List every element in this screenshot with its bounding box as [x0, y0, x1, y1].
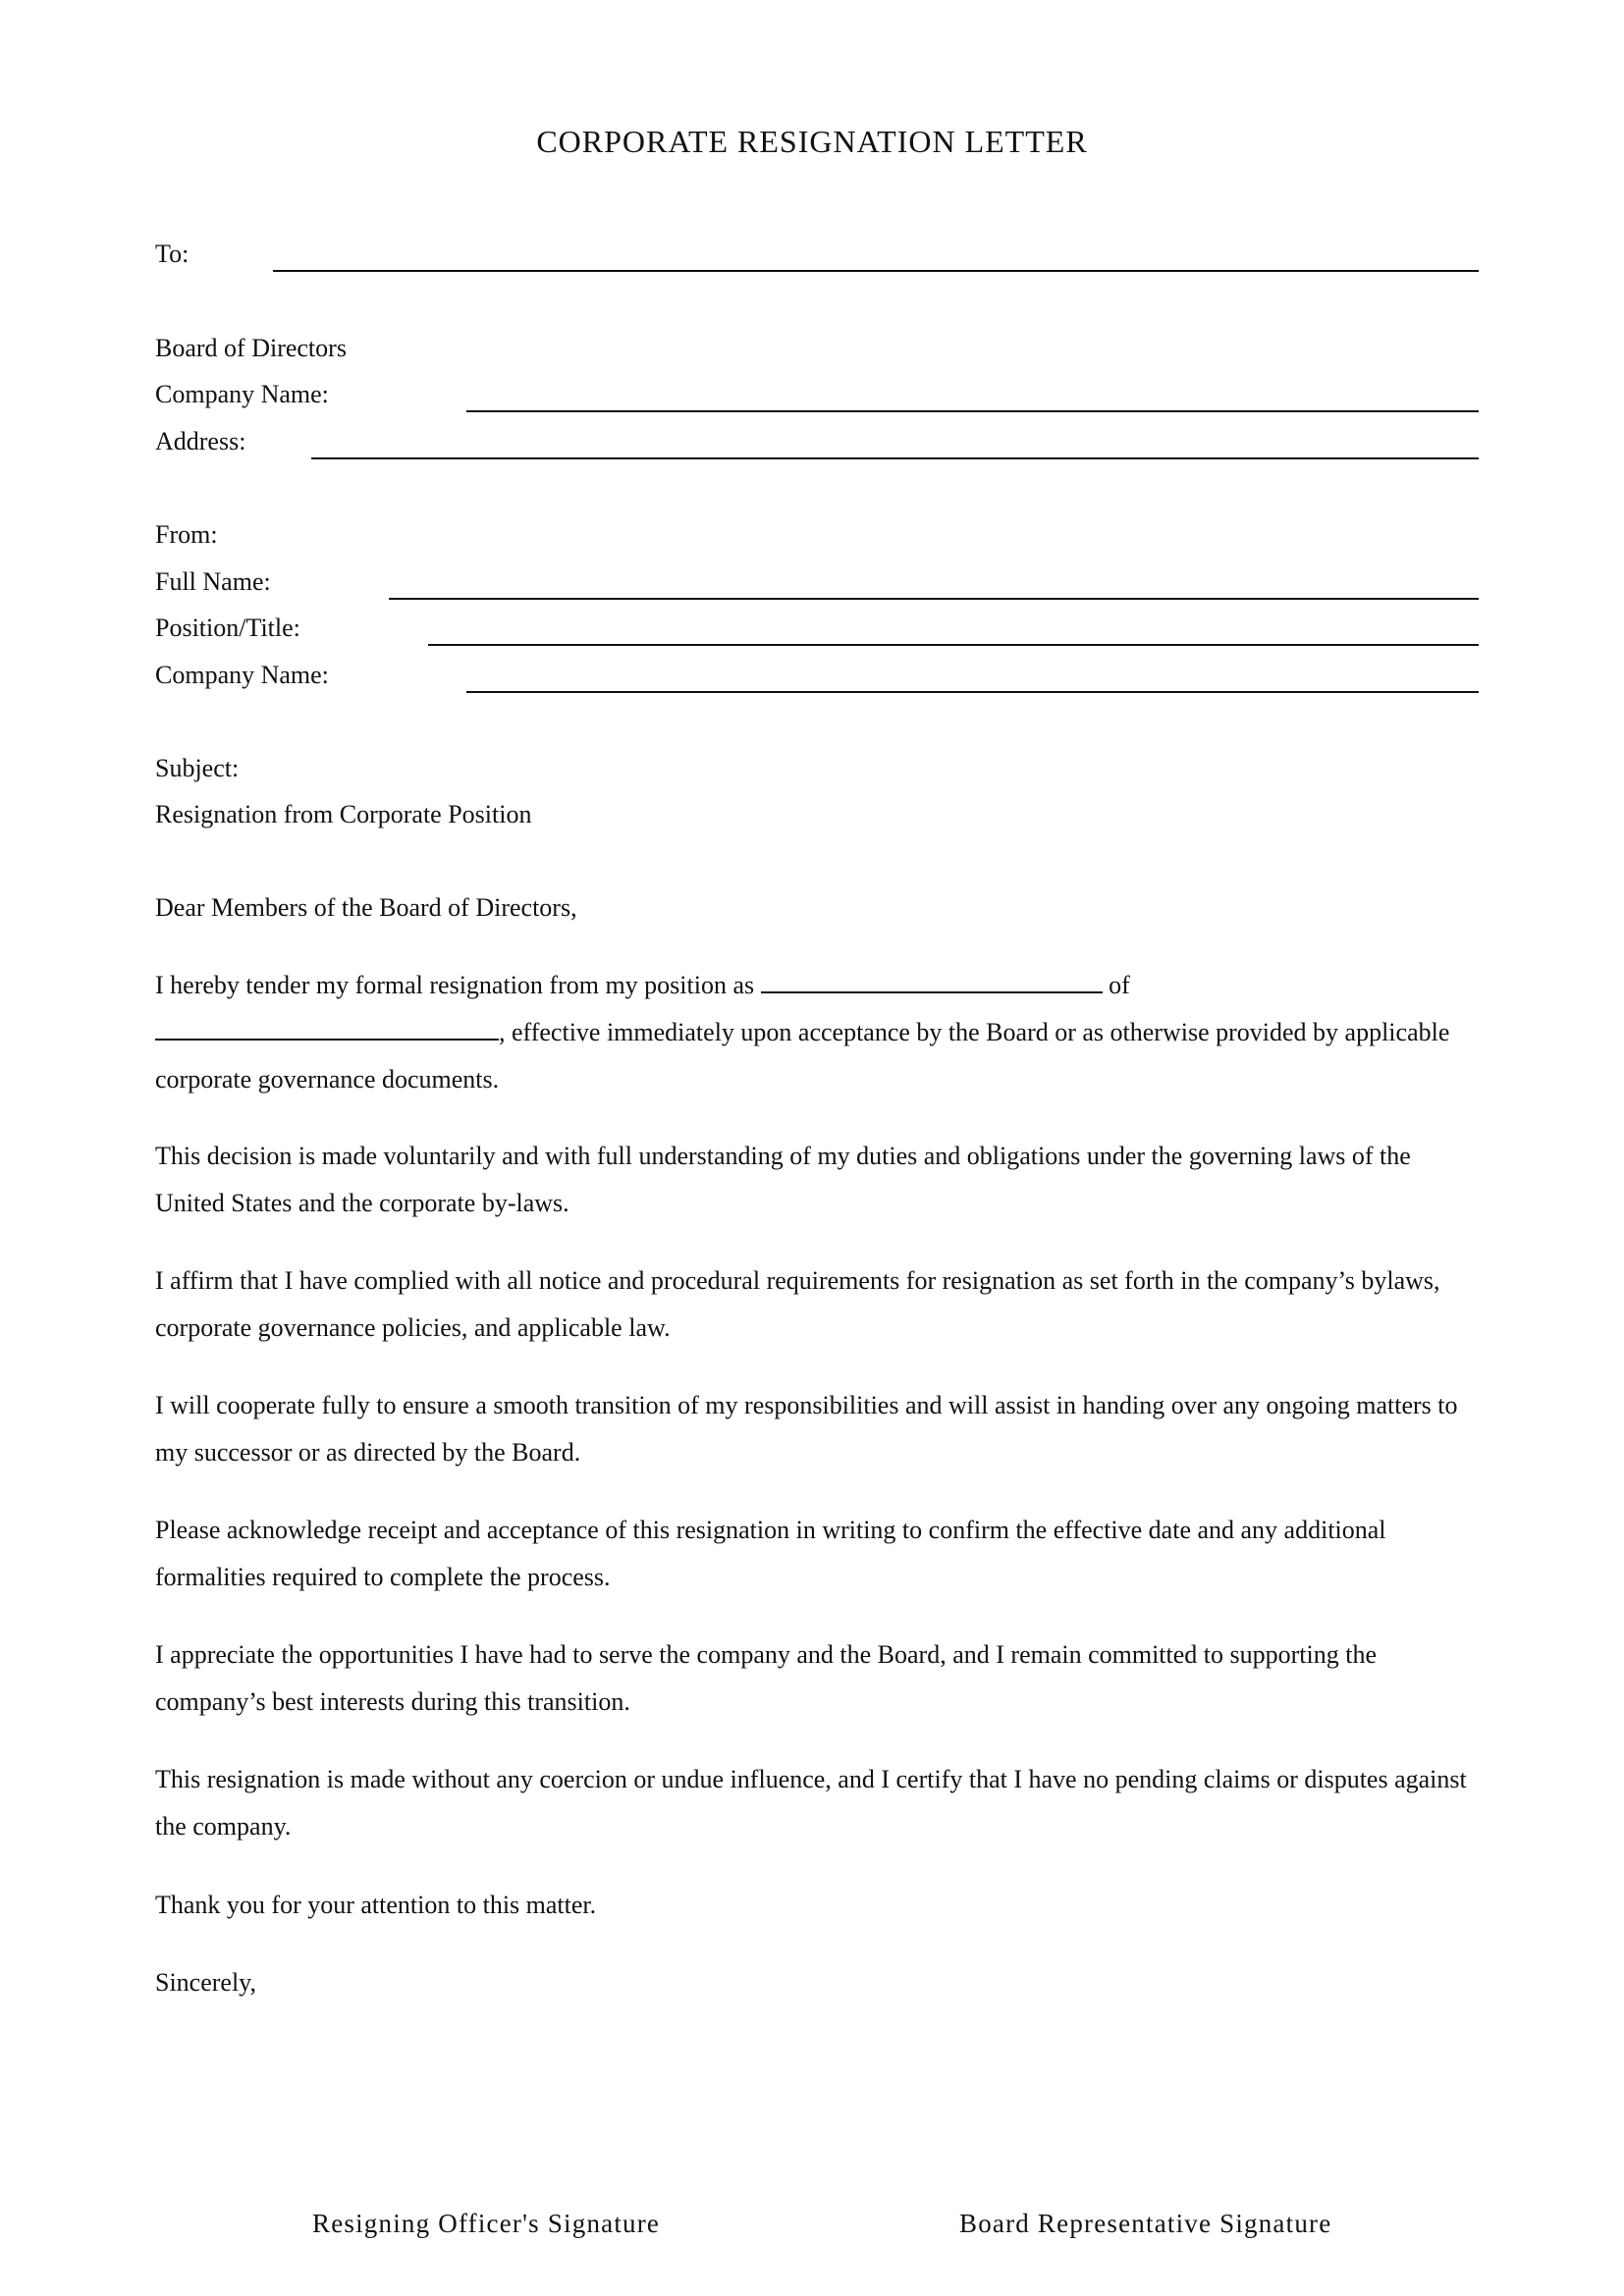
- position-title-field-line[interactable]: [428, 644, 1479, 646]
- full-name-field-line[interactable]: [389, 598, 1479, 600]
- board-signature-label: Board Representative Signature: [959, 2209, 1332, 2238]
- body-paragraph: This decision is made voluntarily and with full understanding of my duties and obligations under the governing laws of the United States and the corporate by-laws.: [155, 1142, 1411, 1217]
- body-paragraph: Please acknowledge receipt and acceptance of this resignation in writing to confirm the effective date and any additional formalities required to complete the process.: [155, 1516, 1386, 1591]
- from-company-name-label: Company Name:: [155, 661, 329, 689]
- from-company-name-field-line[interactable]: [466, 691, 1479, 693]
- subject-text: Resignation from Corporate Position: [155, 800, 532, 828]
- position-blank[interactable]: [761, 968, 1103, 993]
- document-title: CORPORATE RESIGNATION LETTER: [536, 124, 1088, 159]
- full-name-label: Full Name:: [155, 567, 271, 596]
- company-blank[interactable]: [155, 1015, 499, 1041]
- to-label: To:: [155, 240, 189, 268]
- to-company-name-field-line[interactable]: [466, 410, 1479, 412]
- body-paragraph: I appreciate the opportunities I have had to serve the company and the Board, and I remain committed to supporting the company’s best interests during this transition.: [155, 1640, 1378, 1716]
- paragraph-1-part-c: , effective immediately upon acceptance by the Board or as otherwise provided by applicable corporate governance documents.: [155, 1018, 1450, 1094]
- from-label: From:: [155, 520, 218, 549]
- body-paragraph: I affirm that I have complied with all notice and procedural requirements for resignation as set forth in the company’s bylaws, corporate governance policies, and applicable law.: [155, 1266, 1440, 1342]
- position-title-label: Position/Title:: [155, 614, 300, 642]
- to-field-line[interactable]: [273, 270, 1479, 272]
- resignation-paragraph: [155, 962, 1481, 1103]
- paragraph-1-part-a: I hereby tender my formal resignation from my position as: [155, 971, 755, 999]
- salutation: Dear Members of the Board of Directors,: [155, 893, 577, 922]
- closing: Sincerely,: [155, 1968, 256, 1997]
- thank-you-line: Thank you for your attention to this matter.: [155, 1891, 597, 1919]
- officer-signature-label: Resigning Officer's Signature: [312, 2209, 661, 2238]
- body-paragraph: I will cooperate fully to ensure a smooth transition of my responsibilities and will assist in handing over any ongoing matters to my successor or as directed by the Board.: [155, 1391, 1458, 1467]
- address-label: Address:: [155, 427, 246, 455]
- paragraph-1-part-b: of: [1109, 971, 1130, 999]
- subject-label: Subject:: [155, 754, 240, 782]
- to-company-name-label: Company Name:: [155, 380, 329, 408]
- board-of-directors-label: Board of Directors: [155, 334, 347, 362]
- address-field-line[interactable]: [311, 457, 1479, 459]
- body-paragraph: This resignation is made without any coercion or undue influence, and I certify that I have no pending claims or disputes against the company.: [155, 1765, 1467, 1841]
